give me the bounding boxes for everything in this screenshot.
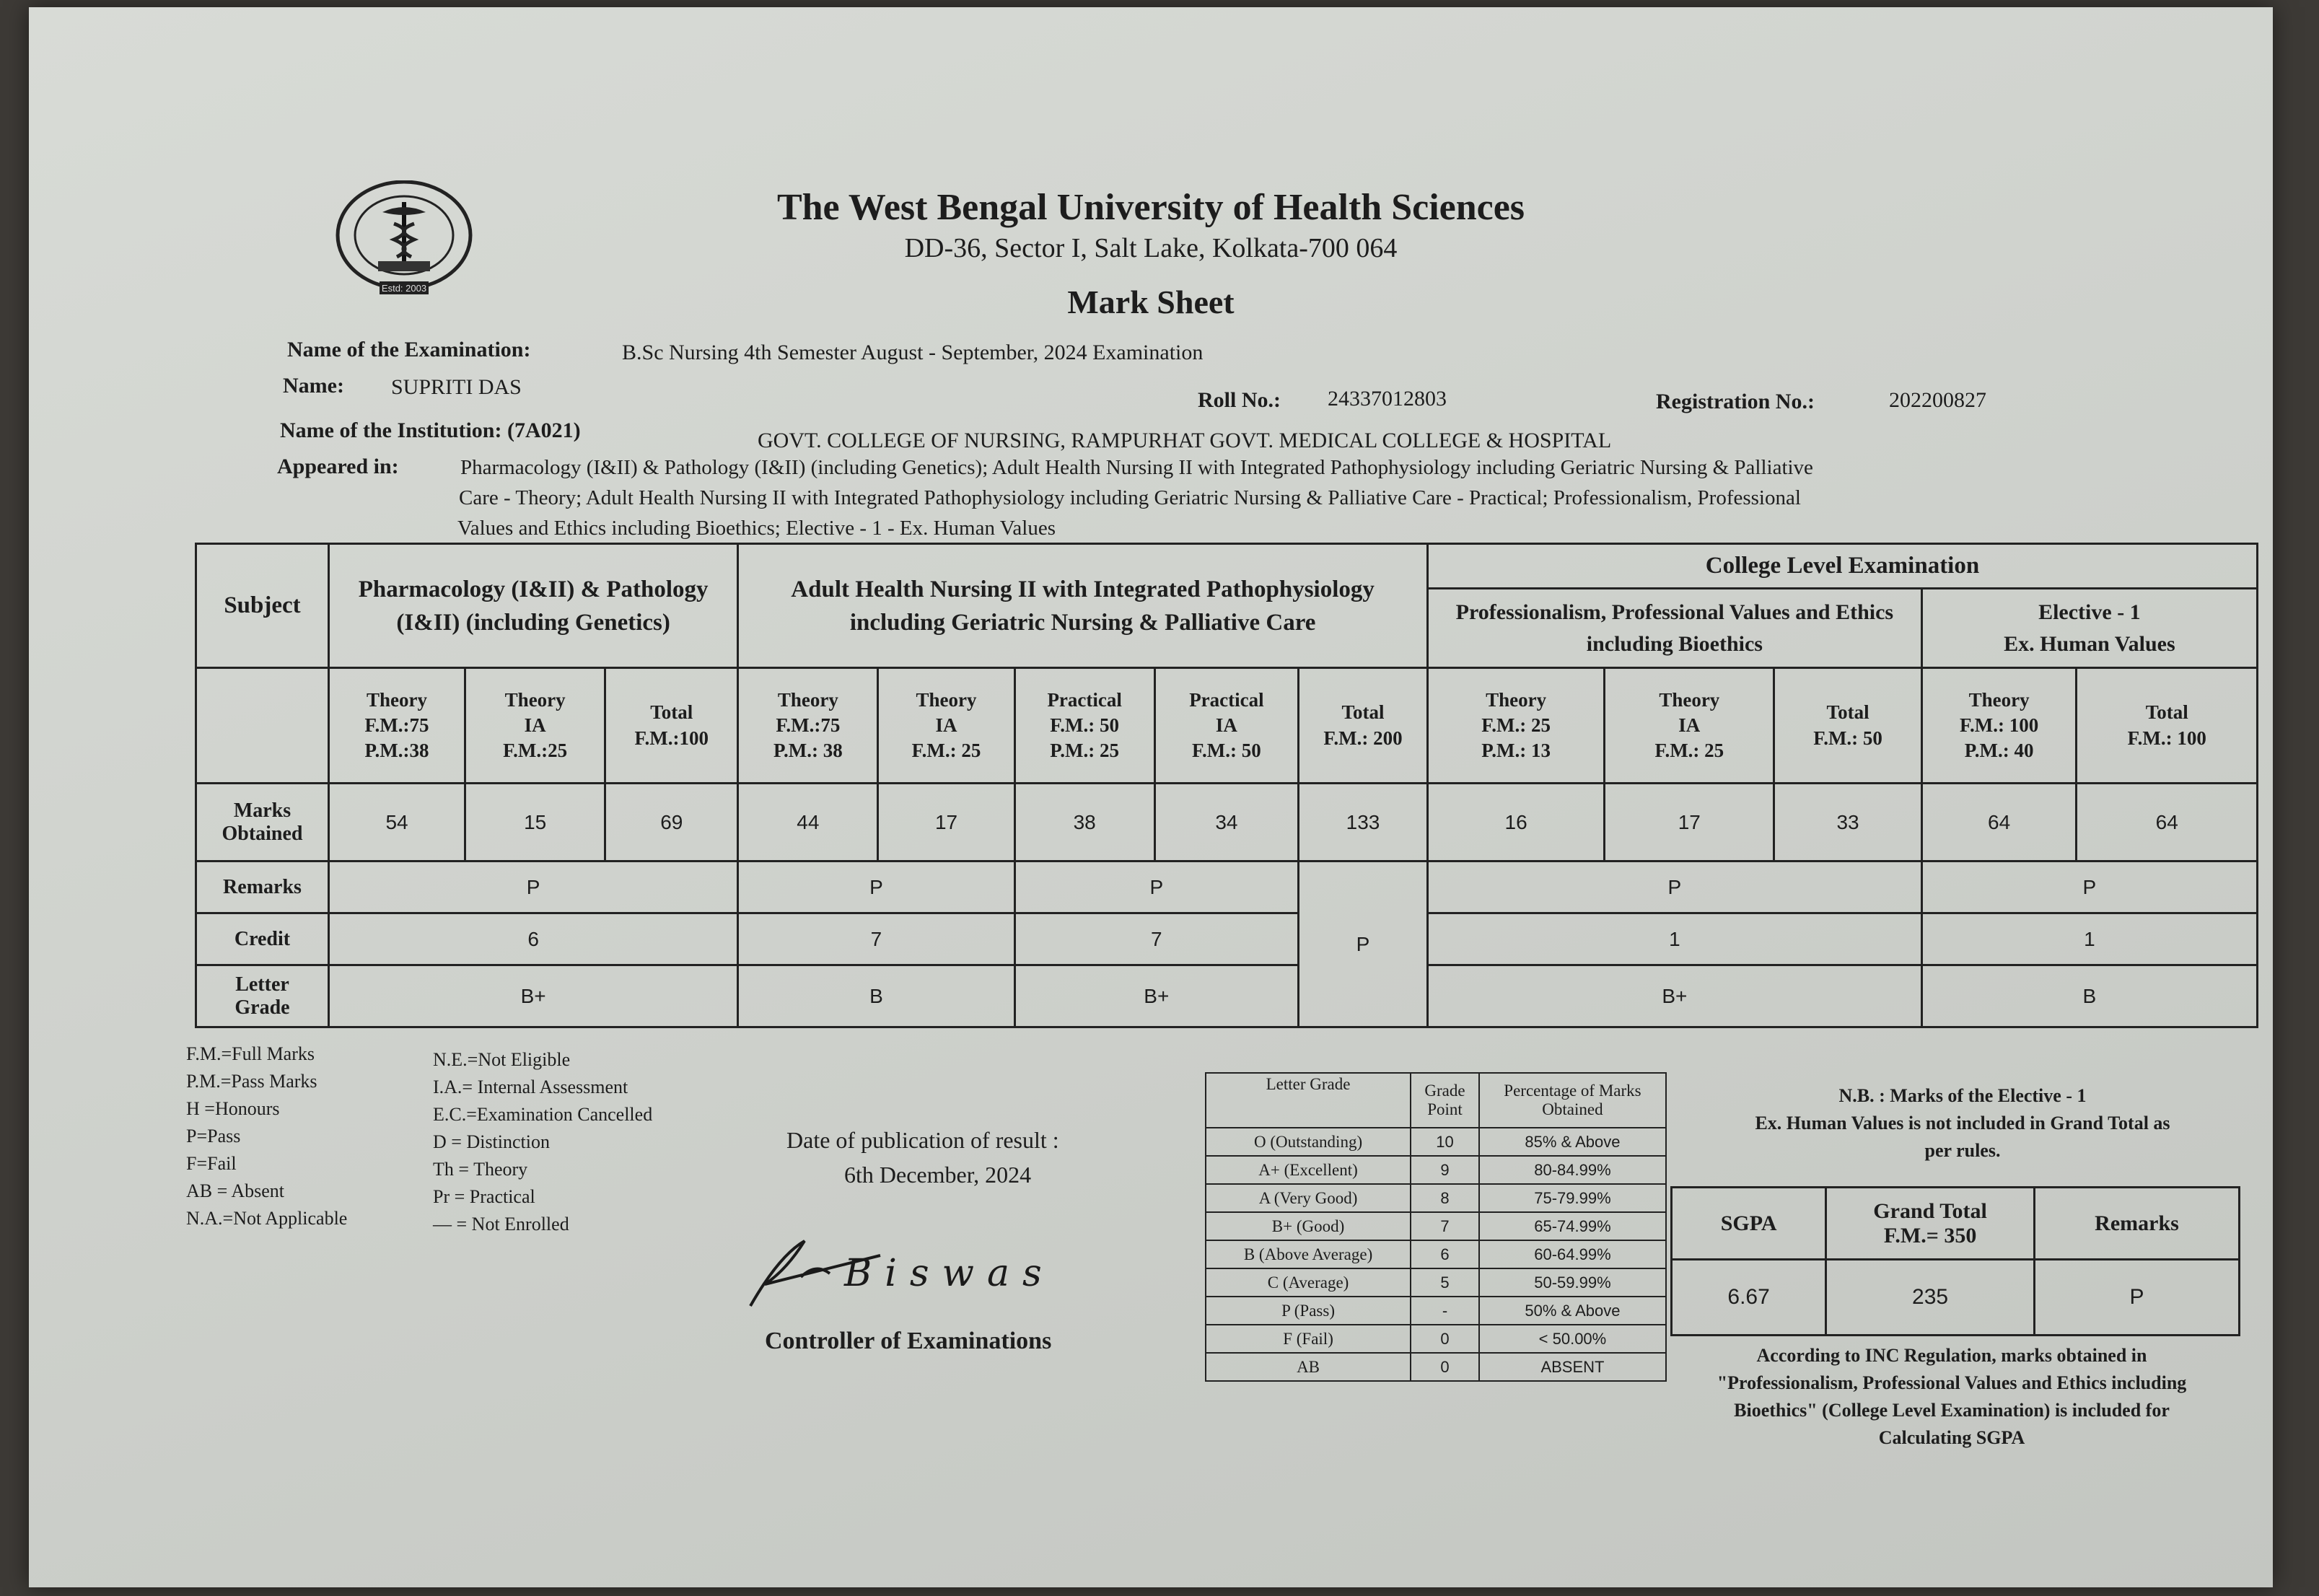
marks-cell: 44 <box>738 784 878 861</box>
remarks-ahn-theory: P <box>738 861 1014 913</box>
grade-scale-cell: 75-79.99% <box>1479 1184 1666 1212</box>
marks-cell: 16 <box>1427 784 1604 861</box>
legend-item: Th = Theory <box>433 1159 528 1180</box>
legend-left <box>186 1040 347 1232</box>
marks-cell: 17 <box>878 784 1014 861</box>
column-header-line: P.M.: 38 <box>773 740 843 762</box>
summary-remarks-value: P <box>2034 1260 2239 1336</box>
grade-scale-row <box>1206 1325 1666 1353</box>
roll-label: Roll No.: <box>1198 388 1281 412</box>
marks-cell: 64 <box>2077 784 2258 861</box>
column-header <box>2077 668 2258 784</box>
grade-scale-cell: 80-84.99% <box>1479 1156 1666 1184</box>
sgpa-value: 6.67 <box>1672 1260 1826 1336</box>
grade-scale-header: Letter Grade <box>1206 1073 1411 1128</box>
grade-scale-cell: 0 <box>1411 1353 1479 1381</box>
grade-scale-row <box>1206 1184 1666 1212</box>
column-header-line: Total <box>2145 701 2188 724</box>
appeared-line-3: Values and Ethics including Bioethics; Elective - 1 - Ex. Human Values <box>457 517 1056 540</box>
grand-total-value: 235 <box>1826 1260 2035 1336</box>
elective-line-1: Elective - 1 <box>2038 600 2141 624</box>
column-header <box>1299 668 1428 784</box>
column-header-line: F.M.: 50 <box>1050 714 1120 736</box>
nb-note-line: N.B. : Marks of the Elective - 1 <box>1838 1085 2087 1106</box>
subject-pharmacology: Pharmacology (I&II) & Pathology (I&II) (including Genetics) <box>328 544 737 668</box>
controller-title: Controller of Examinations <box>765 1328 1052 1354</box>
column-header <box>1921 668 2077 784</box>
grade-scale-cell: ABSENT <box>1479 1353 1666 1381</box>
column-header-line: Total <box>1826 701 1869 724</box>
inc-note-line: Calculating SGPA <box>1878 1427 2025 1448</box>
column-header-line: Theory <box>504 688 566 711</box>
column-header-line: IA <box>1215 714 1237 736</box>
inc-note-line: According to INC Regulation, marks obtained in <box>1756 1345 2147 1366</box>
marks-table <box>195 543 2258 1028</box>
grade-scale-cell: B (Above Average) <box>1206 1240 1411 1268</box>
institution-label: Name of the Institution: (7A021) <box>280 418 581 442</box>
svg-text:Estd: 2003: Estd: 2003 <box>381 283 427 294</box>
legend-item: N.E.=Not Eligible <box>433 1049 571 1070</box>
column-header-line: P.M.: 13 <box>1481 740 1551 762</box>
grade-scale-cell: O (Outstanding) <box>1206 1128 1411 1156</box>
column-header-line: F.M.: 50 <box>1813 727 1882 749</box>
column-header-line: Practical <box>1047 688 1122 711</box>
legend-right <box>433 1046 652 1238</box>
column-header-line: Total <box>650 701 693 724</box>
column-header-line: Theory <box>1659 688 1720 711</box>
marks-cell: 54 <box>328 784 465 861</box>
column-header-line: F.M.: 25 <box>911 740 981 762</box>
subject-elective <box>1921 589 2257 668</box>
grade-scale-cell: C (Average) <box>1206 1268 1411 1297</box>
column-header-line: P.M.: 25 <box>1050 740 1120 762</box>
grand-total-line-1: Grand Total <box>1873 1198 1987 1223</box>
column-header <box>878 668 1014 784</box>
legend-item: D = Distinction <box>433 1131 550 1152</box>
grade-scale-cell: 6 <box>1411 1240 1479 1268</box>
column-header <box>328 668 465 784</box>
column-header <box>1154 668 1298 784</box>
remarks-label: Remarks <box>196 861 329 913</box>
exam-label: Name of the Examination: <box>287 338 531 361</box>
column-header-line: F.M.:100 <box>634 727 709 749</box>
grade-ahn-practical: B+ <box>1014 965 1299 1027</box>
grade-scale-cell: 65-74.99% <box>1479 1212 1666 1240</box>
marks-obtained-label <box>196 784 329 861</box>
grade-label-line-2: Grade <box>234 996 290 1019</box>
marks-cell: 15 <box>465 784 605 861</box>
exam-value: B.Sc Nursing 4th Semester August - September, 2024 Examination <box>622 341 1204 364</box>
grade-scale-cell: 60-64.99% <box>1479 1240 1666 1268</box>
column-header-line: Theory <box>1486 688 1547 711</box>
sgpa-header: SGPA <box>1672 1188 1826 1260</box>
column-header-line: F.M.:75 <box>364 714 429 736</box>
legend-item: E.C.=Examination Cancelled <box>433 1104 653 1125</box>
college-level-header: College Level Examination <box>1427 544 2257 589</box>
credit-pharmacology: 6 <box>328 913 737 965</box>
remarks-pharmacology: P <box>328 861 737 913</box>
summary-remarks-header: Remarks <box>2034 1188 2239 1260</box>
credit-label: Credit <box>196 913 329 965</box>
inc-regulation-note <box>1652 1342 2251 1452</box>
column-header <box>1427 668 1604 784</box>
grade-elective: B <box>1921 965 2257 1027</box>
credit-ahn-theory: 7 <box>738 913 1014 965</box>
column-header-line: P.M.:38 <box>364 740 429 762</box>
credit-ahn-practical: 7 <box>1014 913 1299 965</box>
nb-note <box>1703 1082 2222 1165</box>
sgpa-summary-table <box>1670 1186 2240 1336</box>
credit-professionalism: 1 <box>1427 913 1921 965</box>
publication-label: Date of publication of result : <box>786 1127 1059 1153</box>
column-header-line: IA <box>1678 714 1701 736</box>
remarks-elective: P <box>1921 861 2257 913</box>
grade-professionalism: B+ <box>1427 965 1921 1027</box>
column-header-line: F.M.: 25 <box>1654 740 1724 762</box>
legend-item: P=Pass <box>186 1126 241 1146</box>
grade-scale-cell: P (Pass) <box>1206 1297 1411 1325</box>
column-header <box>605 668 738 784</box>
grade-scale-cell: 50-59.99% <box>1479 1268 1666 1297</box>
column-header <box>465 668 605 784</box>
name-value: SUPRITI DAS <box>391 375 522 399</box>
subject-adult-health-nursing: Adult Health Nursing II with Integrated Pathophysiology including Geriatric Nursing & Palliative Care <box>738 544 1428 668</box>
grade-scale-cell: 5 <box>1411 1268 1479 1297</box>
credit-elective: 1 <box>1921 913 2257 965</box>
column-header-line: Theory <box>777 688 838 711</box>
grade-scale-cell: 50% & Above <box>1479 1297 1666 1325</box>
nb-note-line: per rules. <box>1924 1140 2001 1161</box>
column-header <box>738 668 878 784</box>
grade-scale-cell: 85% & Above <box>1479 1128 1666 1156</box>
remarks-professionalism: P <box>1427 861 1921 913</box>
column-header-line: Total <box>1341 701 1385 724</box>
grade-scale-cell: 8 <box>1411 1184 1479 1212</box>
document-title: Mark Sheet <box>1067 284 1235 320</box>
grade-scale-cell: A+ (Excellent) <box>1206 1156 1411 1184</box>
appeared-line-2: Care - Theory; Adult Health Nursing II with Integrated Pathophysiology including Geriatric Nursing & Palliative Care - Practical; Professionalism, Professional <box>459 486 1801 509</box>
legend-item: N.A.=Not Applicable <box>186 1208 348 1229</box>
column-header-line: F.M.: 200 <box>1323 727 1403 749</box>
legend-item: F.M.=Full Marks <box>186 1043 315 1064</box>
legend-item: Pr = Practical <box>433 1186 535 1207</box>
grade-scale-row <box>1206 1212 1666 1240</box>
legend-item: — = Not Enrolled <box>433 1214 569 1235</box>
column-header-line: F.M.: 25 <box>1481 714 1551 736</box>
mark-sheet <box>29 7 2273 1587</box>
grade-label-line-1: Letter <box>235 973 289 996</box>
grand-total-header <box>1826 1188 2035 1260</box>
legend-item: I.A.= Internal Assessment <box>433 1077 628 1097</box>
marks-cell: 69 <box>605 784 738 861</box>
grade-scale-cell: A (Very Good) <box>1206 1184 1411 1212</box>
grade-scale-row <box>1206 1353 1666 1381</box>
nb-note-line: Ex. Human Values is not included in Grand Total as <box>1755 1113 2170 1134</box>
grand-total-line-2: F.M.= 350 <box>1883 1223 1977 1248</box>
university-address: DD-36, Sector I, Salt Lake, Kolkata-700 064 <box>904 233 1398 263</box>
remarks-ahn-total: P <box>1299 861 1428 1027</box>
legend-item: AB = Absent <box>186 1180 285 1201</box>
column-header-line: F.M.:25 <box>503 740 568 762</box>
legend-item: P.M.=Pass Marks <box>186 1071 317 1092</box>
column-header <box>1774 668 1921 784</box>
university-name: The West Bengal University of Health Sciences <box>776 187 1525 228</box>
column-header-line: Theory <box>367 688 428 711</box>
marks-cell: 34 <box>1154 784 1298 861</box>
subject-professionalism: Professionalism, Professional Values and Ethics including Bioethics <box>1427 589 1921 668</box>
column-header-line: F.M.: 100 <box>1959 714 2039 736</box>
legend-item: F=Fail <box>186 1153 237 1174</box>
grade-scale-row <box>1206 1297 1666 1325</box>
marks-label-line-2: Obtained <box>222 822 303 845</box>
registration-value: 202200827 <box>1889 388 1986 412</box>
appeared-label: Appeared in: <box>277 455 399 478</box>
legend-item: H =Honours <box>186 1098 280 1119</box>
grade-scale-row <box>1206 1156 1666 1184</box>
grade-scale-cell: 10 <box>1411 1128 1479 1156</box>
column-header-line: Theory <box>1968 688 2030 711</box>
column-header-line: F.M.: 50 <box>1192 740 1261 762</box>
grade-scale-header: Grade Point <box>1411 1073 1479 1128</box>
grade-scale-cell: F (Fail) <box>1206 1325 1411 1353</box>
marks-cell: 133 <box>1299 784 1428 861</box>
grade-scale-cell: 9 <box>1411 1156 1479 1184</box>
column-header-line: IA <box>524 714 546 736</box>
grade-scale-cell: - <box>1411 1297 1479 1325</box>
publication-date: 6th December, 2024 <box>844 1162 1032 1188</box>
column-header <box>1605 668 1774 784</box>
marks-cell: 64 <box>1921 784 2077 861</box>
column-header-line: P.M.: 40 <box>1964 740 2034 762</box>
column-header-line: Practical <box>1189 688 1264 711</box>
svg-text:Biswas: Biswas <box>844 1252 1055 1295</box>
column-header-line: IA <box>935 714 957 736</box>
grade-scale-row <box>1206 1268 1666 1297</box>
elective-line-2: Ex. Human Values <box>2004 631 2175 656</box>
grade-scale-cell: AB <box>1206 1353 1411 1381</box>
remarks-ahn-practical: P <box>1014 861 1299 913</box>
controller-signature <box>736 1227 1169 1320</box>
marks-label-line-1: Marks <box>233 799 291 822</box>
grade-pharmacology: B+ <box>328 965 737 1027</box>
appeared-line-1: Pharmacology (I&II) & Pathology (I&II) (including Genetics); Adult Health Nursing II with Integrated Pathophysiology including Geriatric Nursing & Palliative <box>460 456 1813 479</box>
marks-cell: 33 <box>1774 784 1921 861</box>
roll-value: 24337012803 <box>1328 387 1447 411</box>
grade-scale-cell: B+ (Good) <box>1206 1212 1411 1240</box>
marks-cell: 38 <box>1014 784 1154 861</box>
blank-cell <box>196 668 329 784</box>
grade-ahn-theory: B <box>738 965 1014 1027</box>
grade-scale-cell: 7 <box>1411 1212 1479 1240</box>
column-header-line: F.M.:75 <box>776 714 841 736</box>
grade-scale-header: Percentage of Marks Obtained <box>1479 1073 1666 1128</box>
subject-header: Subject <box>196 544 329 668</box>
grade-scale-cell: 0 <box>1411 1325 1479 1353</box>
grade-scale-table <box>1205 1072 1667 1382</box>
column-header-line: Theory <box>916 688 977 711</box>
inc-note-line: Bioethics" (College Level Examination) is included for <box>1734 1400 2170 1421</box>
grade-scale-cell: < 50.00% <box>1479 1325 1666 1353</box>
column-header-line: F.M.: 100 <box>2127 727 2206 749</box>
inc-note-line: "Professionalism, Professional Values and Ethics including <box>1717 1372 2187 1393</box>
column-header <box>1014 668 1154 784</box>
grade-scale-row <box>1206 1240 1666 1268</box>
marks-cell: 17 <box>1605 784 1774 861</box>
institution-value: GOVT. COLLEGE OF NURSING, RAMPURHAT GOVT. MEDICAL COLLEGE & HOSPITAL <box>758 429 1612 452</box>
letter-grade-label <box>196 965 329 1027</box>
registration-label: Registration No.: <box>1656 390 1815 413</box>
name-label: Name: <box>283 374 344 398</box>
grade-scale-row <box>1206 1128 1666 1156</box>
